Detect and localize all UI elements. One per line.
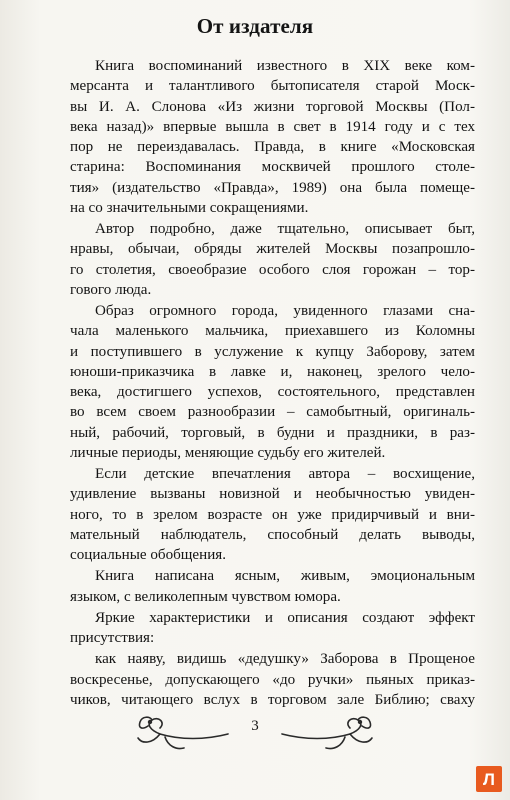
- page-title: От издателя: [196, 14, 314, 38]
- text-line: удивление вызваны новизной и необычностью увиден-: [70, 486, 475, 503]
- text-line: языком, с великолепным чувством юмора.: [70, 588, 341, 605]
- text-line: века назад)» впервые вышла в свет в 1914 году и с тех: [70, 118, 475, 135]
- text-line: Автор подробно, даже тщательно, описывает быт,: [95, 221, 475, 237]
- text-line: Книга написана ясным, живым, эмоциональным: [95, 568, 475, 585]
- text-body: [70, 56, 475, 710]
- text-line: личные периоды, меняющие судьбу его жителей.: [70, 444, 386, 461]
- text-line: ный, рабочий, торговый, в будни и праздники, в раз-: [70, 424, 475, 441]
- text-line: как наяву, видишь «дедушку» Заборова в Прощеное: [95, 651, 475, 668]
- publisher-badge: [476, 766, 502, 792]
- text-line: мерсанта и талантливого бытописателя старой Моск-: [70, 78, 475, 95]
- page-number: 3: [251, 718, 259, 734]
- text-line: юноши-приказчика в лавке и, наконец, зрелого чело-: [70, 363, 475, 380]
- text-line: воскресенье, допускающего «до ручки» пьяных приказ-: [70, 671, 475, 688]
- text-line: на со значительными сокращениями.: [70, 199, 309, 216]
- text-line: тия» (издательство «Правда», 1989) она была помеще-: [70, 179, 475, 196]
- text-line: Образ огромного города, увиденного глазами сна-: [95, 303, 475, 319]
- text-line: старина: Воспоминания москвичей прошлого столе-: [70, 159, 475, 176]
- text-line: чала маленького мальчика, приехавшего из Коломны: [70, 323, 475, 340]
- text-line: вы И. А. Слонова «Из жизни торговой Москвы (Пол-: [70, 98, 475, 115]
- text-line: Книга воспоминаний известного в XIX веке ком-: [95, 58, 475, 74]
- text-line: нравы, обычаи, обряды жителей Москвы позапрошло-: [70, 241, 475, 258]
- text-line: во всем своем разнообразии – самобытный, оригиналь-: [70, 404, 475, 421]
- badge-letter-icon: [476, 766, 502, 792]
- text-line: мательный наблюдатель, способный делать выводы,: [70, 526, 475, 543]
- text-line: чиков, читающего вслух в торговом зале Библию; сваху: [70, 691, 475, 708]
- text-line: Яркие характеристики и описания создают эффект: [95, 609, 475, 626]
- text-line: и поступившего в услужение к купцу Заборову, затем: [70, 343, 475, 360]
- text-line: гового люда.: [70, 281, 152, 298]
- text-line: го столетия, своеобразие особого слоя горожан – тор-: [70, 261, 475, 278]
- text-line: социальные обобщения.: [70, 547, 226, 563]
- text-line: века, достигшего успехов, состоятельного, представлен: [70, 384, 475, 400]
- text-line: ного, то в зрелом возрасте он уже придирчивый и вни-: [70, 506, 475, 523]
- badge-letter: Л: [483, 770, 495, 789]
- text-line: присутствия:: [70, 630, 155, 646]
- text-line: пор не переиздавалась. Правда, в книге «Московская: [70, 139, 475, 155]
- text-line: Если детские впечатления автора – восхищение,: [95, 466, 475, 482]
